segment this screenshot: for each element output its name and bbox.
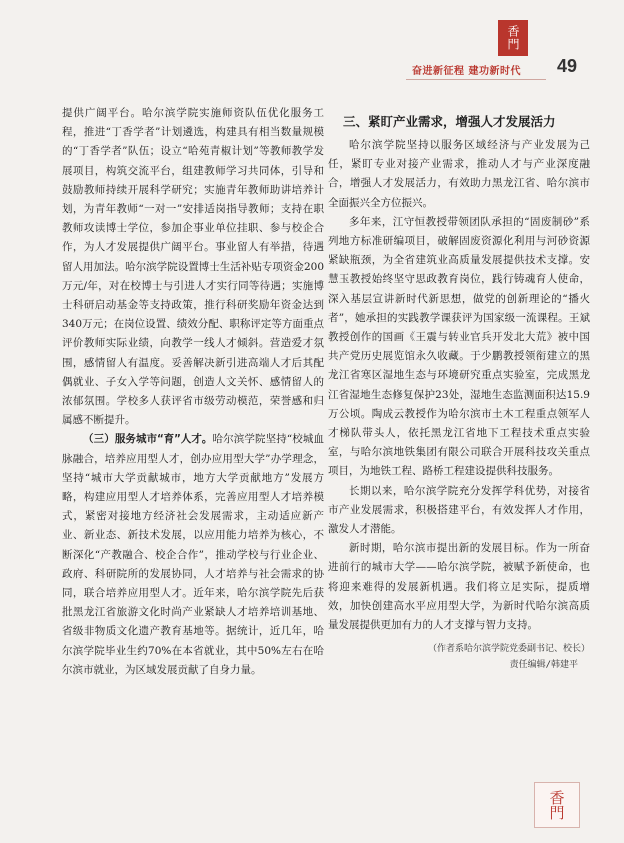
magazine-logo-text: 香門 [506, 25, 520, 51]
header-divider [406, 79, 546, 80]
left-paragraph-1: 提供广阔平台。哈尔滨学院实施师资队伍优化服务工程，推进“丁香学者”计划遴选，构建具有相当数量规模的“丁香学者”队伍；设立“哈苑青椒计划”等教师教学发展项目，构筑交流平台，组建教师学习共同体，引导和鼓励教师持续开展科学研究；实施青年教师助讲培养计划，为青年教师“一对一”安排适岗指导教师；支持在职教师攻读博士学位，参加企事业单位挂职、参与校企合作，为人才发展提供广阔平台。事业留人有举措，待遇留人用加法。哈尔滨学院设置博士生活补贴专项资金200万元/年，对在校博士与引进人才实行同等待遇；实施博士科研启动基金等支持政策，推行科研奖励年资金达到340万元；在岗位设置、绩效分配、职称评定等方面重点评价教师实际业绩，向教学一线人才倾斜。营造爱才氛围，感情留人有温度。妥善解决新引进高端人才后其配偶就业、子女入学等问题，创造人文关怀、感情留人的浓郁氛围。学校多人获评省市级劳动模范，荣誉感和归属感不断提升。 [62, 107, 324, 427]
editor-credit: 责任编辑/韩建平 [509, 660, 578, 671]
left-paragraph-2-body: 哈尔滨学院坚持“校城血脉融合，培养应用型人才，创办应用型大学”办学理念，坚持“城市大学贡献城市，地方大学贡献地方”发展方略，构建应用型人才培养体系，完善应用型人才培养模式，紧密对接地方经济社会发展需求，主动适应新产业、新业态、新技术发展，以应用能力培养为核心，不断深化“产教融合、校企合作”，推动学校与行业企业、政府、科研院所的发展协同，人才培养与社会需求的协同，联合培养应用型人才。近年来，哈尔滨学院先后获批黑龙江省旅游文化时尚产业紧缺人才培养培训基地、省级非物质文化遗产教育基地等。据统计，近几年，哈尔滨学院毕业生约70%在本省就业，其中50%左右在哈尔滨市就业，为区域发展贡献了自身力量。 [62, 433, 324, 676]
right-column [328, 112, 590, 673]
footer-logo [534, 782, 580, 828]
right-paragraph-4: 新时期，哈尔滨市提出新的发展目标。作为一所奋进前行的城市大学——哈尔滨学院，被赋予新使命，也将迎来难得的发展新机遇。我们将立足实际，提质增效，加快创建高水平应用型大学，为新时代哈尔滨高质量发展提供更加有力的人才支撑与智力支持。 [328, 542, 590, 632]
header-slogan: 奋进新征程 建功新时代 [412, 66, 521, 77]
section-title: 三、紧盯产业需求，增强人才发展活力 [343, 114, 556, 129]
magazine-logo [498, 20, 528, 56]
right-paragraph-2: 多年来，江守恒教授带领团队承担的“固废制砂”系列地方标准研编项目，破解固废资源化利用与河砂资源紧缺瓶颈，为全省建筑业高质量发展提供技术支撑。安慧玉教授始终坚守思政教育岗位，践行铸魂育人使命，深入基层宣讲新时代新思想，做党的创新理论的“播火者”，她承担的实践教学课获评为国家级一流课程。王斌教授创作的国画《王震与转业官兵开发北大荒》被中国共产党历史展览馆永久收藏。于少鹏教授领衔建立的黑龙江省寒区湿地生态与环境研究重点实验室，完成黑龙江省湿地生态修复保护23处，湿地生态监测面积达15.9万公顷。陶成云教授作为哈尔滨市土木工程重点领军人才梯队带头人，依托黑龙江省地下工程技术重点实验室，与哈尔滨地铁集团有限公司联合开展科技攻关重点项目，为地铁工程、路桥工程建设提供科技服务。 [328, 215, 590, 478]
right-paragraph-3: 长期以来，哈尔滨学院充分发挥学科优势，对接省市产业发展需求，积极搭建平台，有效发挥人才作用，激发人才潜能。 [328, 484, 590, 536]
left-paragraph-2 [62, 430, 324, 680]
left-column [62, 104, 324, 680]
page-number: 49 [557, 56, 578, 76]
right-paragraph-1: 哈尔滨学院坚持以服务区域经济与产业发展为己任，紧盯专业对接产业需求，推动人才与产业深度融合，增强人才发展活力，有效助力黑龙江省、哈尔滨市全面振兴全方位振兴。 [328, 139, 590, 209]
subsection-heading: （三）服务城市“育”人才。 [83, 433, 213, 446]
author-byline: （作者系哈尔滨学院党委副书记、校长） [427, 644, 590, 655]
footer-logo-text: 香門 [547, 790, 566, 820]
